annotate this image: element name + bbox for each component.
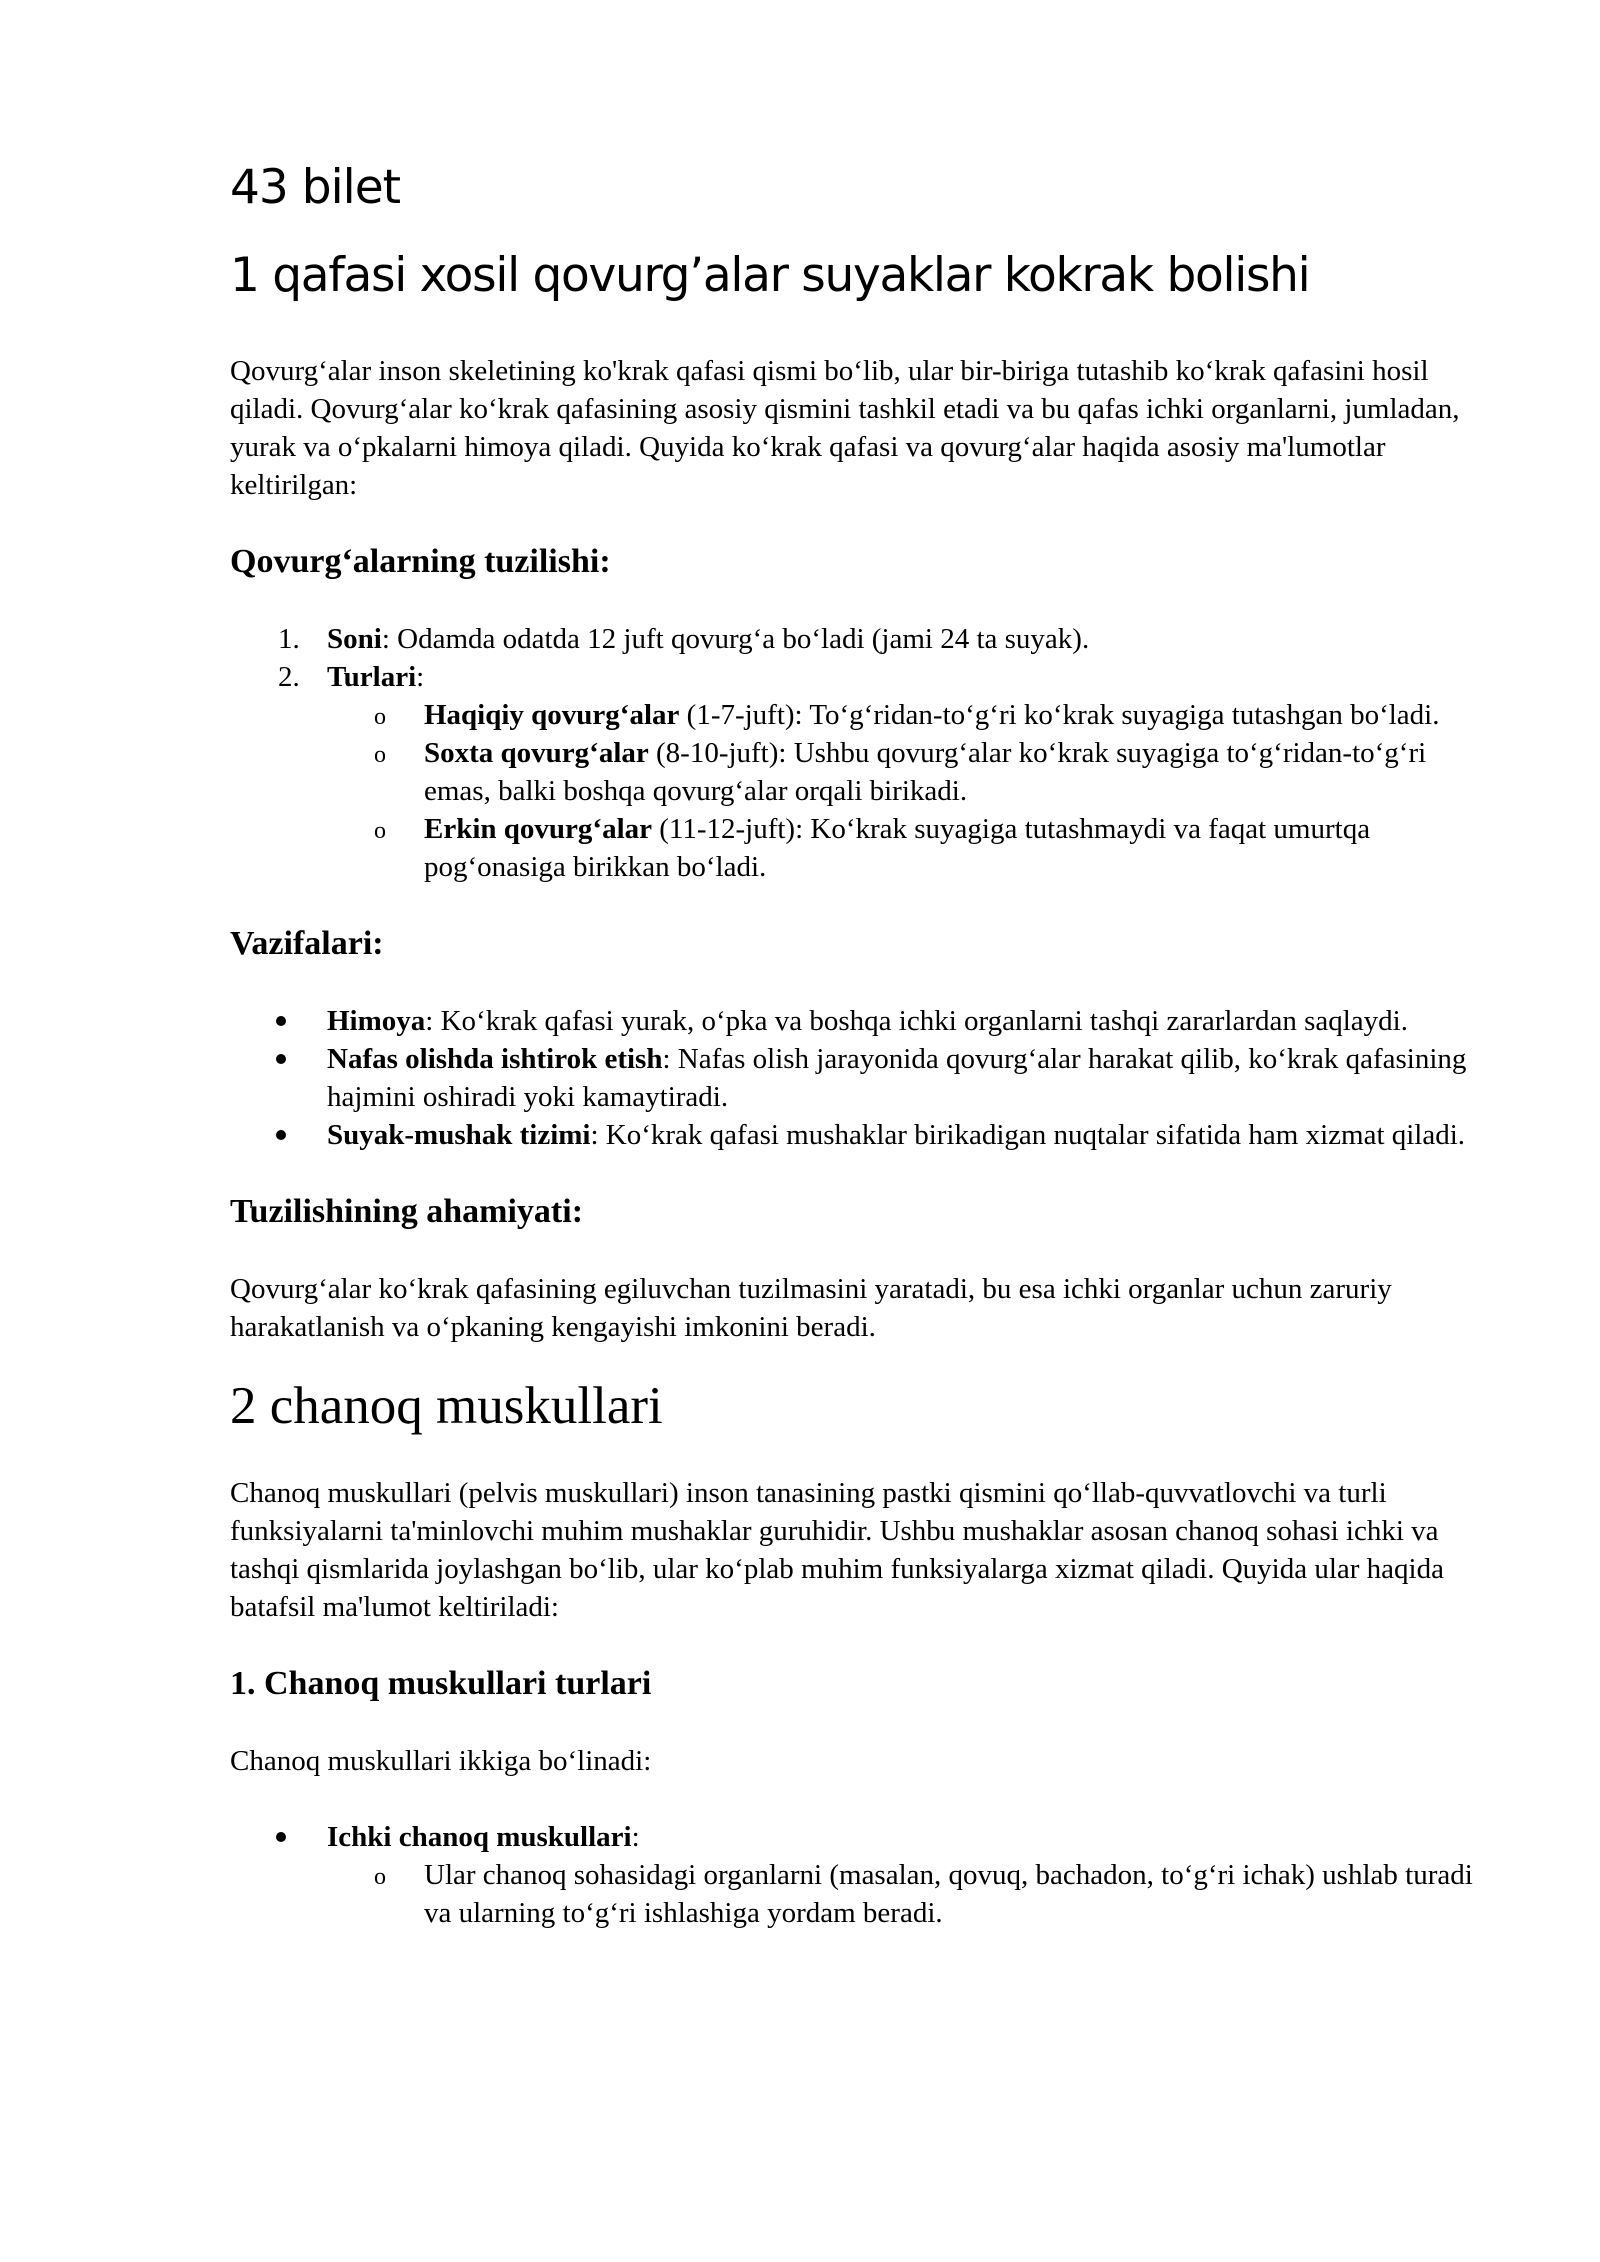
item-term: Suyak-mushak tizimi <box>327 1119 591 1151</box>
item-text: (1-7-juft): To‘g‘ridan-to‘g‘ri ko‘krak suyagiga tutashgan bo‘ladi. <box>679 699 1440 731</box>
list-item <box>327 810 1490 886</box>
list-item <box>230 1818 1490 1932</box>
list-item <box>230 658 1490 886</box>
item-term: Haqiqiy qovurg‘alar <box>424 699 680 731</box>
muscle-types-list <box>230 1818 1490 1932</box>
item-term: Ichki chanoq muskullari <box>327 1821 632 1853</box>
list-number: 1. <box>278 623 300 655</box>
circle-bullet-icon: o <box>374 704 386 730</box>
list-item <box>327 1856 1490 1932</box>
item-text: : Ko‘krak qafasi yurak, o‘pka va boshqa ichki organlarni tashqi zararlardan saqlaydi. <box>425 1005 1408 1037</box>
list-item <box>230 1002 1490 1040</box>
list-number: 2. <box>278 661 300 693</box>
circle-bullet-icon: o <box>374 1864 386 1890</box>
ticket-title: 43 bilet <box>230 160 401 215</box>
item-term: Soni <box>327 623 382 655</box>
item-text: : Nafas olish jarayonida qovurg‘alar harakat qilib, ko‘krak qafasining hajmini oshiradi yoki kamaytiradi. <box>327 1043 1467 1113</box>
circle-bullet-icon: o <box>374 818 386 844</box>
q2-intro-paragraph: Chanoq muskullari (pelvis muskullari) inson tanasining pastki qismini qo‘llab-quvvatlovchi va turli funksiyalarni ta'minlovchi muhim mushaklar guruhidir. Ushbu mushaklar asosan chanoq sohasi ichki va tashqi qismlarida joylashgan bo‘lib, ular ko‘plab muhim funksiyalarga xizmat qiladi. Quyida ular haqida batafsil ma'lumot keltiriladi: <box>230 1477 1444 1623</box>
item-term: Himoya <box>327 1005 426 1037</box>
item-term: Erkin qovurg‘alar <box>424 813 652 845</box>
item-text: : <box>416 661 425 693</box>
item-text: : Ko‘krak qafasi mushaklar birikadigan nuqtalar sifatida ham xizmat qiladi. <box>590 1119 1466 1151</box>
muscle-types-heading: 1. Chanoq muskullari turlari <box>230 1665 652 1702</box>
item-text: Ular chanoq sohasidagi organlarni (masalan, qovuq, bachadon, to‘g‘ri ichak) ushlab turadi va ularning to‘g‘ri ishlashiga yordam beradi. <box>424 1859 1473 1929</box>
importance-paragraph: Qovurg‘alar ko‘krak qafasining egiluvchan tuzilmasini yaratadi, bu esa ichki organlar uchun zaruriy harakatlanish va o‘pkaning kengayishi imkonini beradi. <box>230 1273 1392 1343</box>
rib-types-list <box>327 696 1490 886</box>
document-page <box>230 150 1490 1932</box>
q1-intro-paragraph: Qovurg‘alar inson skeletining ko'krak qafasi qismi bo‘lib, ular bir-biriga tutashib ko‘krak qafasini hosil qiladi. Qovurg‘alar ko‘krak qafasining asosiy qismini tashkil etadi va bu qafas ichki organlarni, jumladan, yurak va o‘pkalarni himoya qiladi. Quyida ko‘krak qafasi va qovurg‘alar haqida asosiy ma'lumotlar keltirilgan: <box>230 355 1460 501</box>
muscle-types-intro: Chanoq muskullari ikkiga bo‘linadi: <box>230 1745 652 1777</box>
list-item <box>327 734 1490 810</box>
list-item <box>230 1040 1490 1116</box>
list-item <box>230 1116 1490 1154</box>
structure-heading: Qovurg‘alarning tuzilishi: <box>230 543 611 580</box>
functions-heading: Vazifalari: <box>230 925 384 962</box>
item-term: Turlari <box>327 661 417 693</box>
bullet-dot-icon <box>276 1054 286 1064</box>
list-item <box>230 620 1490 658</box>
item-term: Soxta qovurg‘alar <box>424 737 649 769</box>
bullet-dot-icon <box>276 1130 286 1140</box>
list-item <box>327 696 1490 734</box>
question-1-heading: 1 qafasi xosil qovurg’alar suyaklar kokrak bolishi <box>230 248 1310 303</box>
functions-list <box>230 1002 1490 1154</box>
bullet-dot-icon <box>276 1016 286 1026</box>
item-text: : <box>631 1821 640 1853</box>
item-text: (11-12-juft): Ko‘krak suyagiga tutashmaydi va faqat umurtqa pog‘onasiga birikkan bo‘ladi. <box>424 813 1371 883</box>
bullet-dot-icon <box>276 1832 286 1842</box>
item-term: Nafas olishda ishtirok etish <box>327 1043 663 1075</box>
circle-bullet-icon: o <box>374 742 386 768</box>
item-text: : Odamda odatda 12 juft qovurg‘a bo‘ladi (jami 24 ta suyak). <box>381 623 1090 655</box>
item-text: (8-10-juft): Ushbu qovurg‘alar ko‘krak suyagiga to‘g‘ridan-to‘g‘ri emas, balki boshqa qovurg‘alar orqali birikadi. <box>424 737 1427 807</box>
internal-muscles-sublist <box>327 1856 1490 1932</box>
importance-heading: Tuzilishining ahamiyati: <box>230 1193 584 1230</box>
question-2-heading: 2 chanoq muskullari <box>230 1377 663 1435</box>
structure-list <box>230 620 1490 886</box>
